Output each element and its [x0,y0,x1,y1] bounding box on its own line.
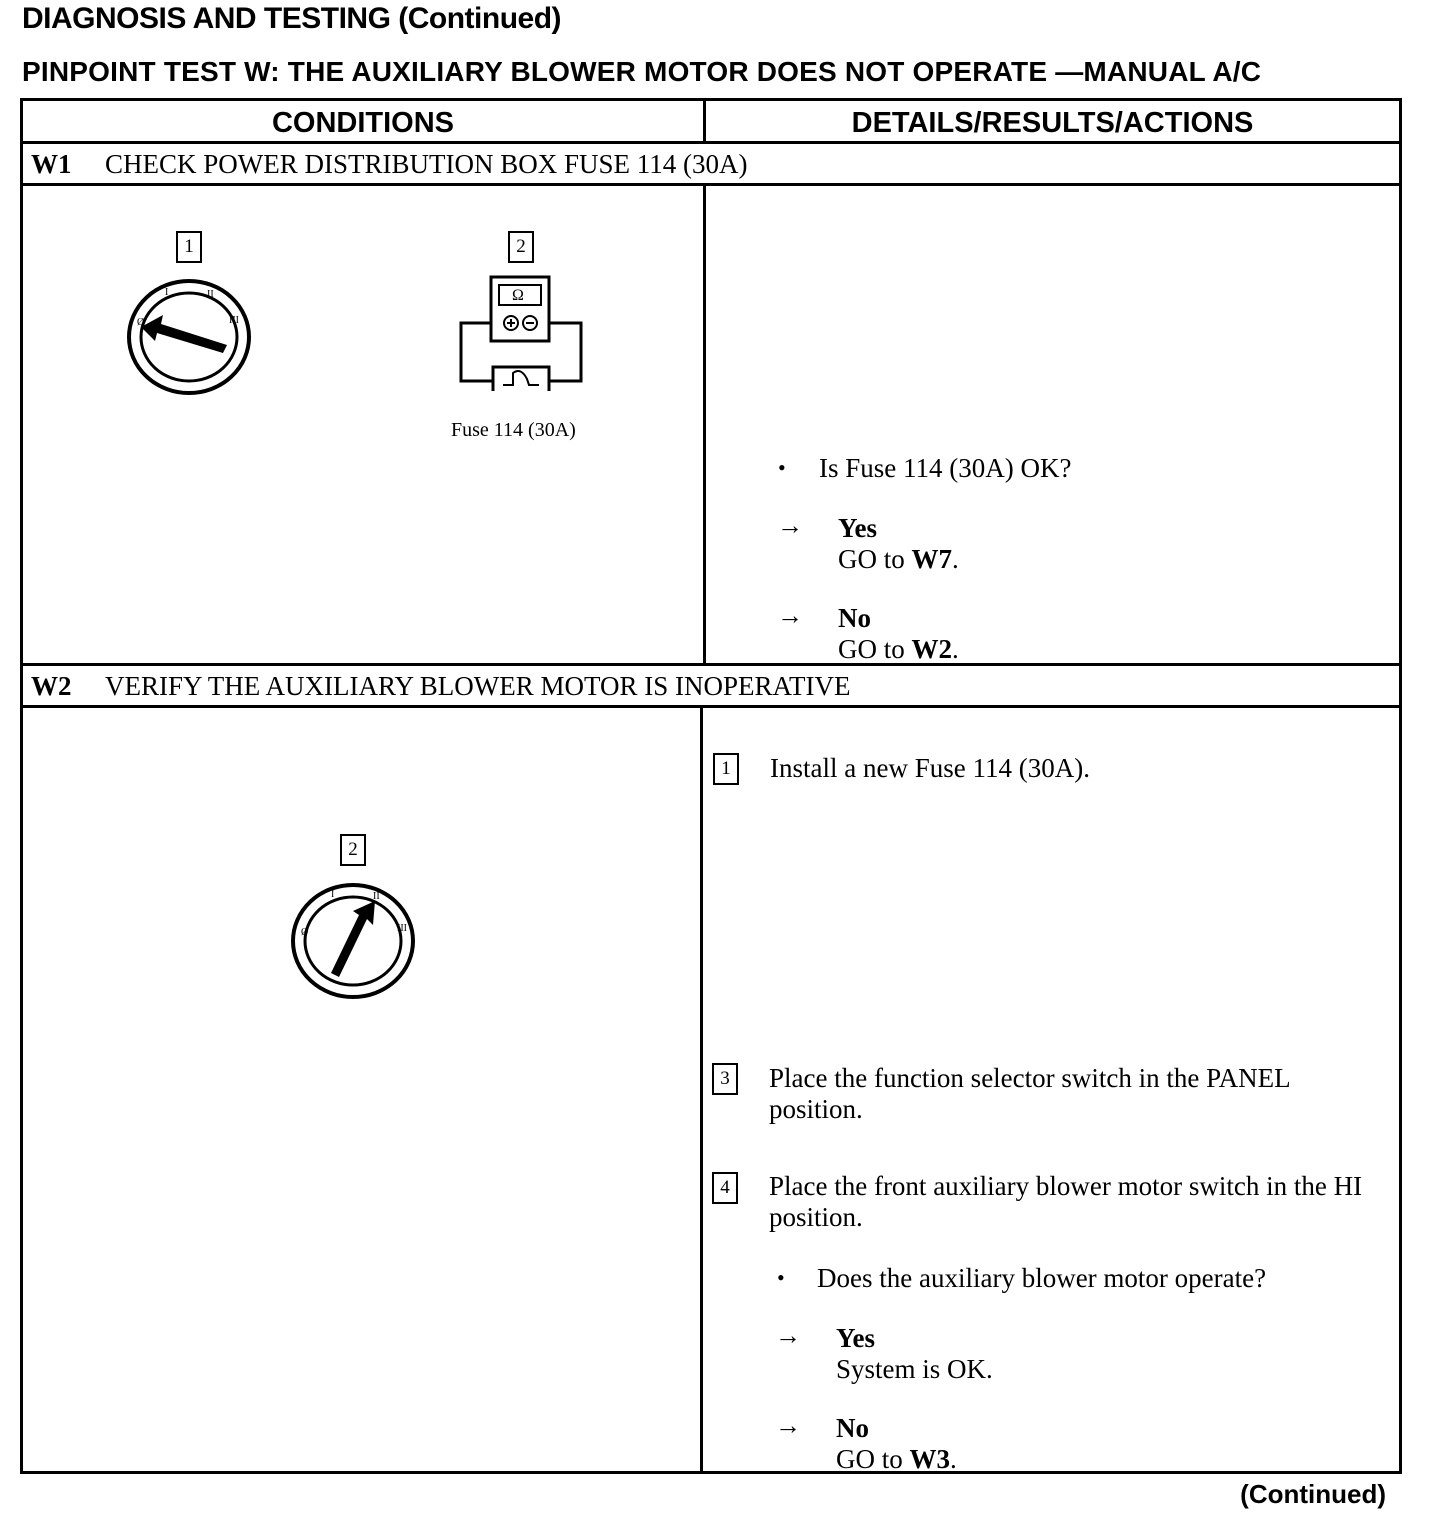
dial-label-high: III [229,315,239,326]
arrow-icon: → [775,1411,801,1440]
fuse-caption: Fuse 114 (30A) [451,419,576,441]
step-id: W2 [31,671,72,701]
step-callout-4: 4 [712,1172,738,1204]
callout-1: 1 [176,231,202,263]
w2-step-1: Install a new Fuse 114 (30A). [770,753,1090,783]
step-w2-title [31,671,851,702]
no-action: GO to W2. [838,634,959,664]
action-target-w7: W7 [911,544,952,574]
action-prefix: GO to [838,544,912,574]
action-target-w3: W3 [909,1444,950,1474]
conditions-header: CONDITIONS [271,107,455,139]
no-action: GO to W3. [836,1444,957,1474]
arrow-icon: → [775,1321,801,1350]
dial-label-high: III [397,923,407,934]
pinpoint-test-table [20,98,1402,1474]
dial-label-low: I [331,889,335,900]
column-divider-w1 [703,183,706,663]
yes-label: Yes [836,1323,875,1353]
dial-label-mid: II [207,289,214,300]
dial-label-off: Ø [137,317,145,328]
details-header: DETAILS/RESULTS/ACTIONS [851,107,1254,139]
blower-switch-hi-icon [287,879,419,1003]
step-title: CHECK POWER DISTRIBUTION BOX FUSE 114 (30A) [105,149,748,179]
w1-title-divider [23,183,1399,186]
section-title: DIAGNOSIS AND TESTING (Continued) [22,2,562,35]
step-w1-title [31,149,748,180]
yes-action: GO to W7. [838,544,959,574]
step-callout-1: 1 [713,753,739,785]
ohm-symbol: Ω [512,287,524,304]
arrow-icon: → [777,511,803,540]
continued-label: (Continued) [1240,1479,1386,1509]
ignition-switch-off-icon [123,277,255,399]
w2-no-result [836,1413,957,1475]
w2-question: Does the auxiliary blower motor operate? [817,1263,1267,1293]
w1-yes-result [838,513,959,575]
callout-2: 2 [508,231,534,263]
action-prefix: GO to [838,634,912,664]
no-label: No [836,1413,869,1443]
yes-action: System is OK. [836,1354,993,1384]
step-callout-3: 3 [712,1063,738,1095]
arrow-icon: → [777,601,803,630]
yes-label: Yes [838,513,877,543]
pinpoint-test-title: PINPOINT TEST W: THE AUXILIARY BLOWER MOTOR DOES NOT OPERATE —MANUAL A/C [22,56,1262,87]
no-label: No [838,603,871,633]
dial-label-low: I [165,287,169,298]
w2-step-4: Place the front auxiliary blower motor switch in the HI position. [769,1171,1363,1232]
column-divider-w2 [700,705,703,1474]
dial-label-mid: II [373,891,380,902]
w1-no-result [838,603,959,665]
callout-2: 2 [340,834,366,866]
step-title: VERIFY THE AUXILIARY BLOWER MOTOR IS INOPERATIVE [105,671,851,701]
w2-yes-result [836,1323,993,1385]
bullet: • [777,1265,785,1290]
w2-title-divider [23,705,1399,708]
action-target-w2: W2 [911,634,952,664]
bullet: • [778,455,786,480]
step-id: W1 [31,149,72,179]
dial-label-off: Ø [301,927,309,938]
w1-bottom-divider [23,663,1399,666]
w2-step-3: Place the function selector switch in the PANEL position. [769,1063,1290,1124]
action-prefix: GO to [836,1444,910,1474]
w1-question: Is Fuse 114 (30A) OK? [819,453,1072,483]
header-divider [23,141,1399,144]
